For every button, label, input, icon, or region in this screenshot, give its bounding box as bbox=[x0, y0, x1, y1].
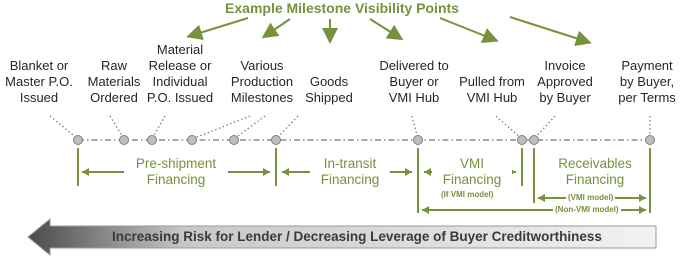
node-delivered bbox=[414, 136, 423, 145]
risk-banner-text: Increasing Risk for Lender / Decreasing Leverage of Buyer Creditworthiness bbox=[112, 229, 602, 244]
milestone-raw-materials: Raw Materials Ordered bbox=[87, 58, 141, 105]
node-invoice bbox=[530, 136, 539, 145]
milestone-material-release: Material Release or Individual P.O. Issued bbox=[146, 42, 214, 105]
node-raw-materials bbox=[120, 136, 129, 145]
phase-vmi-financing: VMI Financing bbox=[432, 156, 512, 188]
node-pulled bbox=[518, 136, 527, 145]
vmi-model-note: (If VMI model) bbox=[441, 190, 494, 199]
phase-intransit-financing: In-transit Financing bbox=[310, 156, 390, 188]
node-production-1 bbox=[188, 136, 197, 145]
title-arrows bbox=[190, 17, 588, 42]
diagram-title: Example Milestone Visibility Points bbox=[225, 0, 459, 16]
milestone-blanket-po: Blanket or Master P.O. Issued bbox=[5, 58, 73, 105]
milestone-payment: Payment by Buyer, per Terms bbox=[618, 58, 676, 105]
node-goods-shipped bbox=[272, 136, 281, 145]
milestone-invoice: Invoice Approved by Buyer bbox=[537, 58, 593, 105]
phase-receivables-financing: Receivables Financing bbox=[548, 156, 642, 188]
phase-preshipment-financing: Pre-shipment Financing bbox=[124, 156, 228, 188]
milestone-goods-shipped: Goods Shipped bbox=[305, 74, 353, 105]
leader-lines bbox=[50, 116, 650, 139]
node-payment bbox=[646, 136, 655, 145]
receivables-vmi-note: (VMI model) bbox=[568, 193, 614, 202]
node-blanket-po bbox=[74, 136, 83, 145]
milestone-production: Various Production Milestones bbox=[230, 58, 294, 105]
node-material-release bbox=[148, 136, 157, 145]
milestone-delivered: Delivered to Buyer or VMI Hub bbox=[379, 58, 449, 105]
milestone-pulled: Pulled from VMI Hub bbox=[459, 74, 525, 105]
receivables-nonvmi-note: (Non-VMI model) bbox=[555, 205, 619, 214]
node-production-2 bbox=[230, 136, 239, 145]
